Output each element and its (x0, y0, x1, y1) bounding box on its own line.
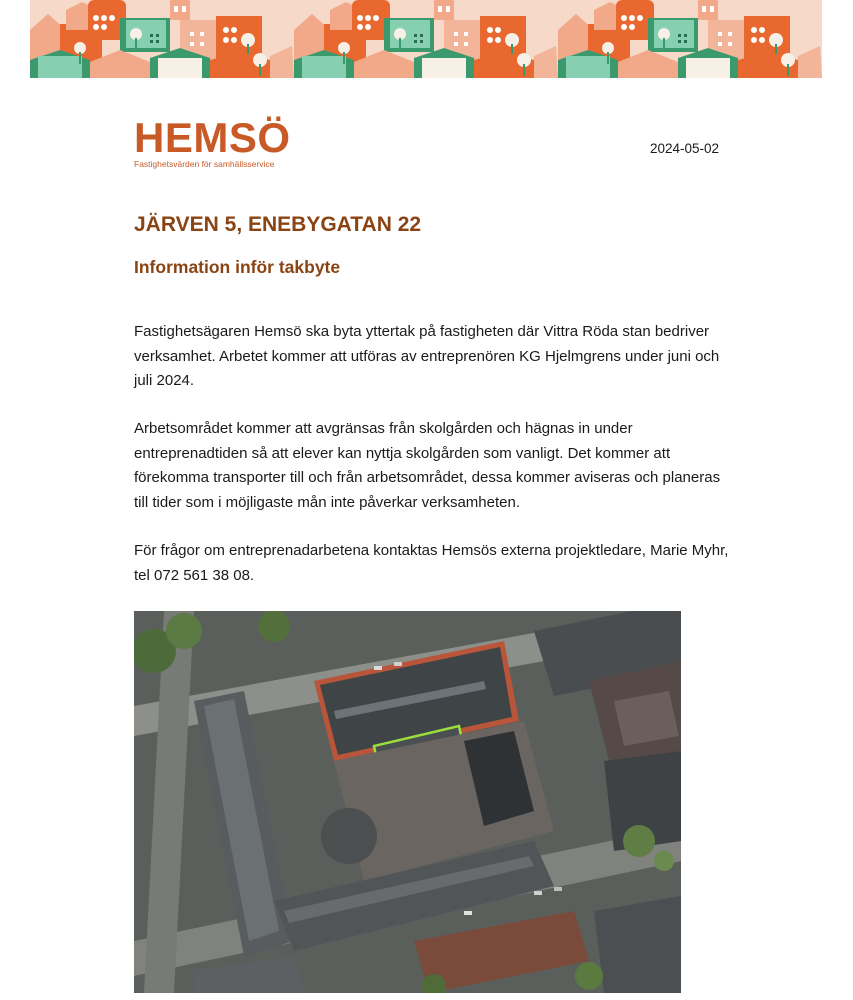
aerial-photo (134, 611, 681, 993)
document-title: JÄRVEN 5, ENEBYGATAN 22 (134, 213, 422, 236)
document-date: 2024-05-02 (650, 141, 720, 156)
logo-tagline: Fastighetsvärden för samhällsservice (134, 159, 275, 169)
paragraph-work-area: Arbetsområdet kommer att avgränsas från skolgården och hägnas in under entreprenadtiden så att elever kan nyttja skolgården som vanligt. Det kommer att förekomma transporter till och från arbetsområdet, dessa kommer aviseras och planeras till tider som i möjligaste mån inte påverkar verksamheten. (134, 420, 721, 511)
paragraph-contact: För frågor om entreprenadarbetena kontaktas Hemsös externa projektledare, Marie Myhr, tel 072 561 38 08. (134, 542, 729, 584)
aerial-map-image (134, 611, 681, 993)
header-banner (30, 0, 822, 78)
paragraph-intro: Fastighetsägaren Hemsö ska byta yttertak på fastigheten där Vittra Röda stan bedriver verksamhet. Arbetet kommer att utföras av entreprenören KG Hjelmgrens under juni och juli 2024. (134, 323, 720, 389)
logo-wordmark: HEMSÖ (134, 114, 291, 161)
houses-illustration (30, 0, 822, 78)
document-subtitle: Information inför takbyte (134, 257, 341, 277)
hemso-logo (134, 114, 291, 169)
